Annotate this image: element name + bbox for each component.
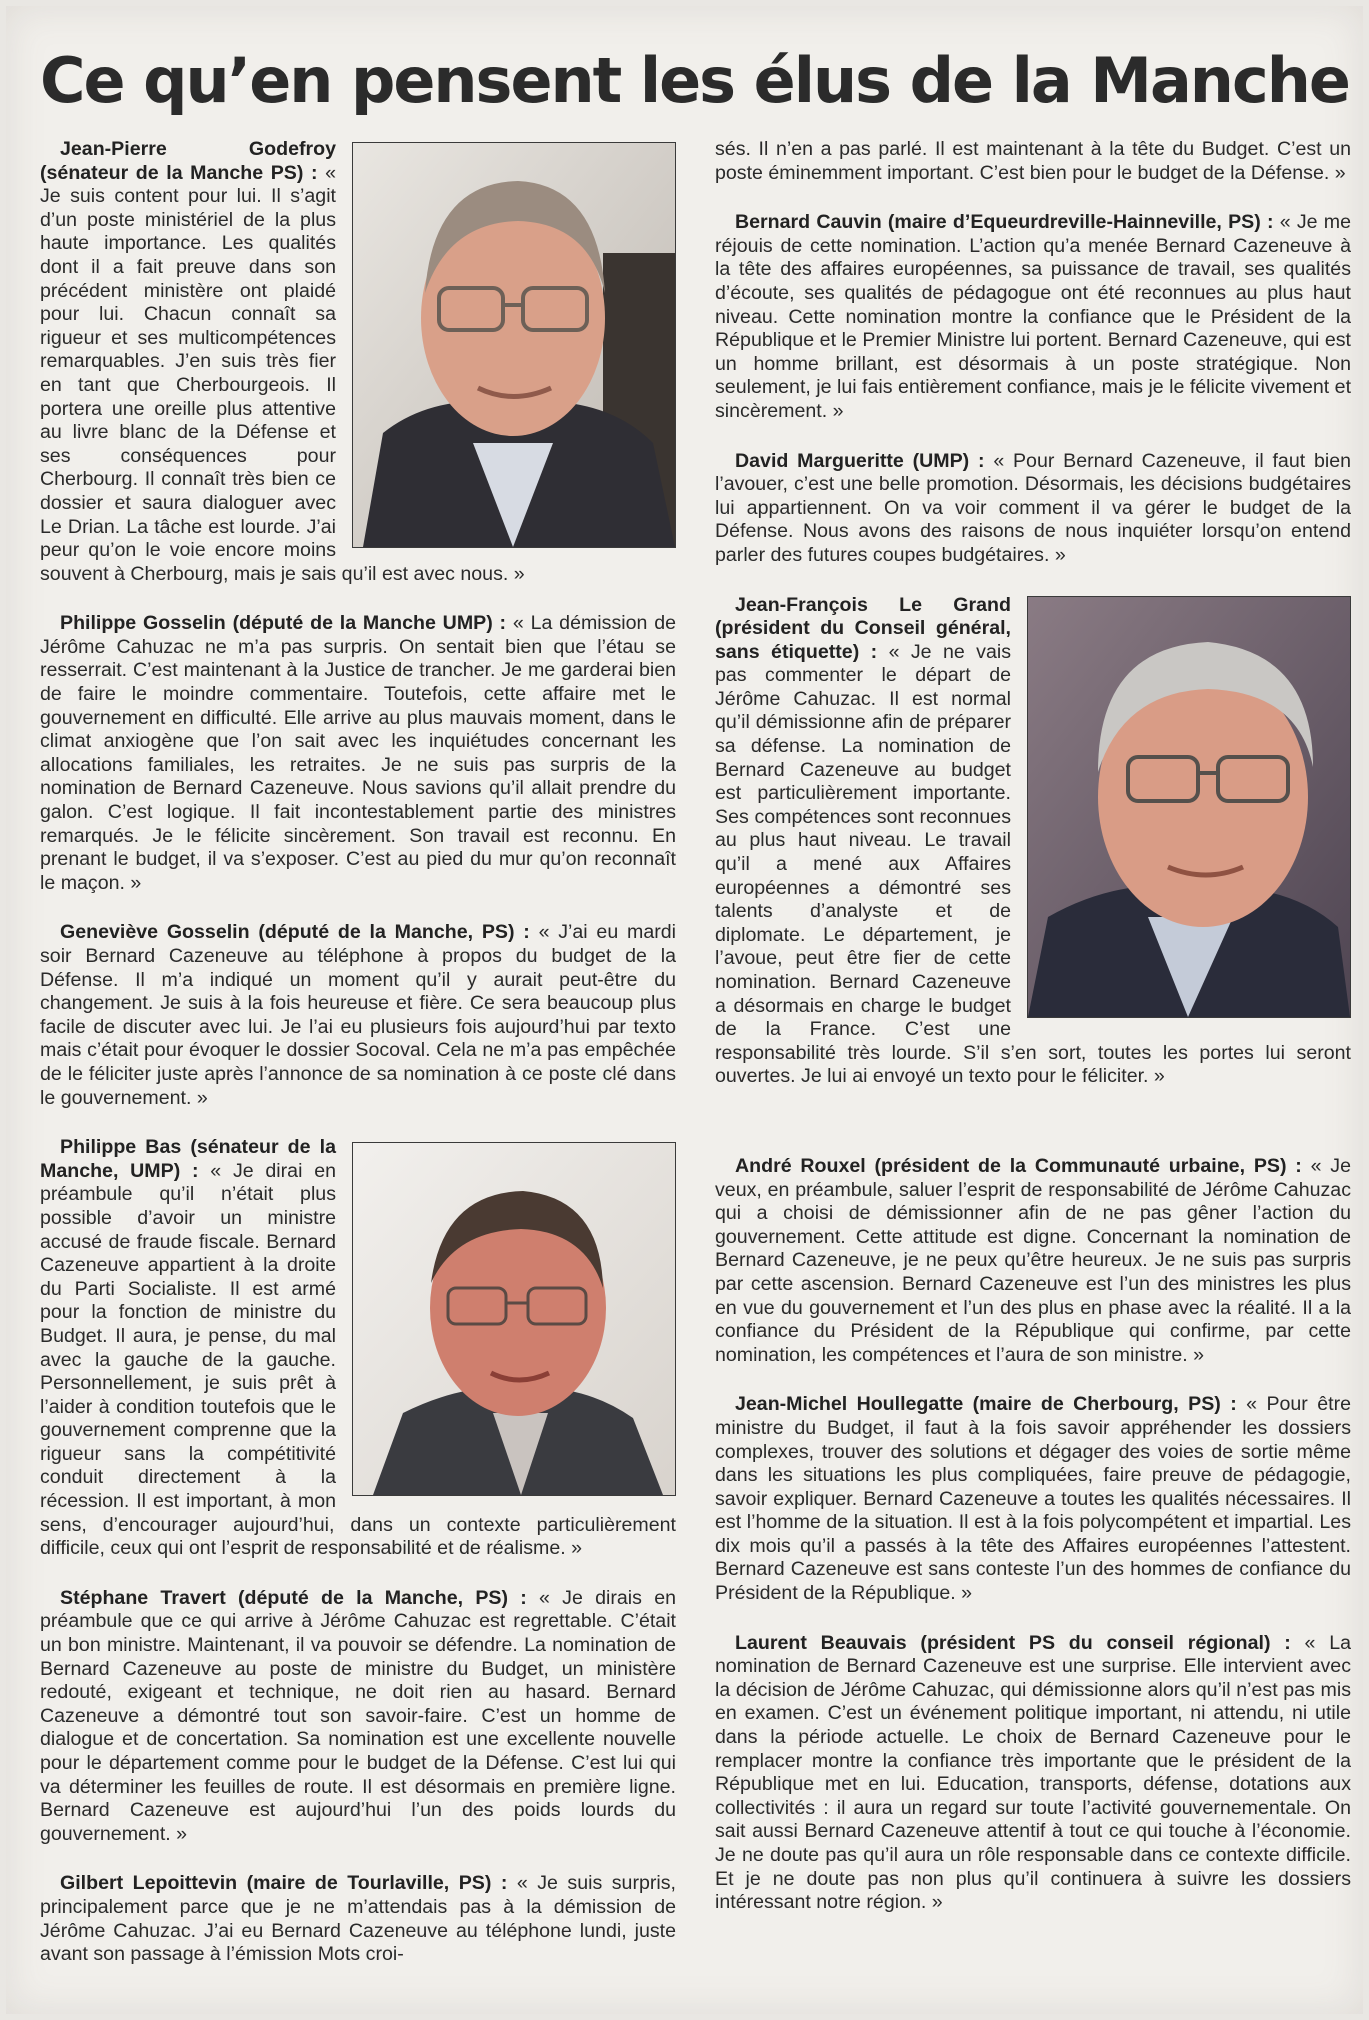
quote-text: « Je veux, en préambule, saluer l’esprit de responsabilité de Jérôme Cahuzac qui a choisi de démissionner afin de ne pas gêner l’action du gouvernement. Cette attitude est digne. Concernant la nomination de Bernard Cazeneuve, je ne peux qu’être heureux. Je ne suis pas surpris par cette ascension. Bernard Cazeneuve est l’un des ministres les plus en vue du gouvernement et l’un des plus en phase avec la réalité. Il a la confiance du Président de la République qui confirme, par cette nomination, les compétences et l’aura de son ministre. » <box>715 1154 1351 1366</box>
quote-paragraph <box>40 1587 676 1847</box>
right-column <box>715 138 1351 2008</box>
speaker-name: Jean-Michel Houllegatte (maire de Cherbourg, PS) : <box>735 1393 1237 1416</box>
quote-paragraph <box>715 1393 1351 1605</box>
quote-text: « J’ai eu mardi soir Bernard Cazeneuve au téléphone à propos du budget de la Défense. Il m’a indiqué un moment qu’il y aurait peut-être du changement. Je suis à la fois heureuse et fière. Ce sera beaucoup plus facile de discuter avec lui. Je l’ai eu plusieurs fois aujourd’hui par texto mais c’était pour évoquer le dossier Socoval. Cela ne m’a pas empêchée de le féliciter juste après l’annonce de sa nomination à ce poste clé dans le gouvernement. » <box>40 921 676 1109</box>
left-column <box>40 138 676 2008</box>
speaker-name: Jean-Pierre Godefroy (sénateur de la Manche PS) : <box>40 138 336 184</box>
quote-continuation <box>715 138 1351 185</box>
quote-paragraph <box>715 211 1351 423</box>
headline: Ce qu’en pensent les élus de la Manche <box>40 44 1349 117</box>
portrait-photo-icon <box>353 143 675 547</box>
quote-text: « Pour Bernard Cazeneuve, il faut bien l’avouer, c’est une belle promotion. Désormais, les décisions budgétaires lui appartiennent. On va voir comment il va gérer le budget de la Défense. Nous avons des raisons de nous inquiéter lorsqu’on entend parler des futures coupes budgétaires. » <box>715 449 1351 566</box>
quote-text: « Je dirai en préambule qu’il n’était plus possible d’avoir un ministre accusé de fraude fiscale. Bernard Cazeneuve appartient à la droite du Parti Socialiste. Il est armé pour la fonction de ministre du Budget. Il aura, je pense, du mal avec la gauche de la gauche. Personnellement, je suis prêt à l’aider à condition toutefois que le gouvernement comprenne que la rigueur sans la compétitivité conduit directement à la récession. Il est important, à mon sens, d’encourager aujourd’hui, dans un contexte particulièrement difficile, ceux qui ont l’esprit de responsabilité et de réalisme. » <box>40 1159 676 1560</box>
speaker-name: David Margueritte (UMP) : <box>735 449 985 472</box>
quote-text: « La nomination de Bernard Cazeneuve est une surprise. Elle intervient avec la décision de Jérôme Cahuzac, qui démissionne alors qu’il n’est pas mis en examen. C’est un événement politique important, ni attendu, ni utile dans la période actuelle. Le choix de Bernard Cazeneuve pour le remplacer montre la confiance très importante que le président de la République met en lui. Education, transports, défense, dotations aux collectivités : il aura un regard sur toute l’activité gouvernementale. On sait aussi Bernard Cazeneuve attentif à tout ce qui touche à l’économie. Je ne doute pas qu’il aura un rôle responsable dans ce contexte difficile. Et je ne doute pas non plus qu’il continuera à suivre les dossiers intéressant notre région. » <box>715 1631 1351 1914</box>
speaker-name: Bernard Cauvin (maire d’Equeurdreville-Hainneville, PS) : <box>735 211 1274 234</box>
quote-paragraph <box>40 921 676 1110</box>
quote-text: « Je suis content pour lui. Il s’agit d’un poste ministériel de la plus haute importance. Les qualités dont il a fait preuve dans son précédent ministère ont plaidé pour lui. Chacun connaît sa rigueur et ses multicompétences remarquables. J’en suis très fier en tant que Cherbourgeois. Il portera une oreille plus attentive au livre blanc de la Défense et ses conséquences pour Cherbourg. Il connaît très bien ce dossier et saura dialoguer avec Le Drian. La tâche est lourde. J’ai peur qu’on le voie encore moins souvent à Cherbourg, mais je sais qu’il est avec nous. » <box>40 161 525 585</box>
portrait-photo-legrand <box>1027 596 1351 1018</box>
speaker-name: Philippe Bas (sénateur de la Manche, UMP) : <box>40 1136 336 1182</box>
portrait-photo-godefroy <box>352 142 676 548</box>
portrait-photo-icon <box>1028 597 1350 1017</box>
speaker-name: André Rouxel (président de la Communauté urbaine, PS) : <box>735 1154 1302 1177</box>
quote-paragraph <box>40 1872 676 1966</box>
quote-paragraph <box>715 450 1351 568</box>
quote-text: « La démission de Jérôme Cahuzac ne m’a pas surpris. On sentait bien que l’étau se resserrait. C’est maintenant à la Justice de trancher. Je me garderai bien de faire le moindre commentaire. Toutefois, cette affaire met le gouvernement en difficulté. Elle arrive au plus mauvais moment, dans le climat anxiogène que l’on sait avec les inquiétudes concernant les allocations familiales, les retraites. Je ne suis pas surpris de la nomination de Bernard Cazeneuve. Nous savions qu’il allait prendre du galon. C’est logique. Il fait incontestablement partie des ministres remarqués. Je le félicite sincèrement. Son travail est reconnu. En prenant le budget, il va s’exposer. C’est au pied du mur qu’on reconnaît le maçon. » <box>40 612 676 894</box>
portrait-photo-icon <box>353 1143 675 1495</box>
speaker-name: Laurent Beauvais (président PS du conseil régional) : <box>735 1631 1291 1654</box>
quote-text: « Je ne vais pas commenter le départ de Jérôme Cahuzac. Il est normal qu’il démissionne afin de préparer sa défense. La nomination de Bernard Cazeneuve au budget est particulièrement importante. Ses compétences sont reconnues au plus haut niveau. Le travail qu’il a mené aux Affaires européennes a démontré ses talents d’analyste et de diplomate. Le département, je l’avoue, peut être fier de cette nomination. Bernard Cazeneuve a désormais en charge le budget de la France. C’est une responsabilité très lourde. S’il s’en sort, toutes les portes lui seront ouvertes. Je lui ai envoyé un texto pour le féliciter. » <box>715 640 1351 1088</box>
speaker-name: Gilbert Lepoittevin (maire de Tourlaville, PS) : <box>60 1872 508 1895</box>
quote-text: « Pour être ministre du Budget, il faut à la fois savoir appréhender les dossiers complexes, trouver des solutions et dégager des voies de sortie même dans les situations les plus compliquées, faire preuve de pédagogie, savoir expliquer. Bernard Cazeneuve a toutes les qualités nécessaires. Il est l’homme de la situation. Il est à la fois polycompétent et impartial. Les dix mois qu’il a passés à la tête des Affaires européennes l’attestent. Bernard Cazeneuve est sans conteste l’un des hommes de confiance du Président de la République. » <box>715 1393 1351 1605</box>
quote-text: « Je suis surpris, principalement parce que je ne m’attendais pas à la démission de Jérôme Cahuzac. J’ai eu Bernard Cazeneuve au téléphone lundi, juste avant son passage à l’émission Mots croi- <box>40 1872 676 1966</box>
quote-paragraph <box>715 1632 1351 1915</box>
newspaper-page <box>6 6 1363 2014</box>
quote-text: « Je me réjouis de cette nomination. L’action qu’a menée Bernard Cazeneuve à la tête des affaires européennes, sa puissance de travail, ses qualités d’écoute, ses qualités de pédagogue ont été reconnues au plus haut niveau. Cette nomination montre la confiance que le Président de la République et le Premier Ministre lui portent. Bernard Cazeneuve, qui est un homme brillant, est désormais à un poste stratégique. Non seulement, je lui fais entièrement confiance, mais je le félicite vivement et sincèrement. » <box>715 211 1351 422</box>
spacer <box>715 1115 1351 1155</box>
speaker-name: Jean-François Le Grand (président du Conseil général, sans étiquette) : <box>715 593 1011 663</box>
quote-text: sés. Il n’en a pas parlé. Il est maintenant à la tête du Budget. C’est un poste éminemment important. C’est bien pour le budget de la Défense. » <box>715 138 1351 184</box>
speaker-name: Philippe Gosselin (député de la Manche UMP) : <box>60 612 507 635</box>
quote-paragraph <box>715 1155 1351 1367</box>
portrait-photo-bas <box>352 1142 676 1496</box>
speaker-name: Stéphane Travert (député de la Manche, PS) : <box>60 1586 527 1609</box>
quote-text: « Je dirais en préambule que ce qui arrive à Jérôme Cahuzac est regrettable. C’était un bon ministre. Maintenant, il va pouvoir se défendre. La nomination de Bernard Cazeneuve au poste de ministre du Budget, un ministère redouté, exigeant et technique, ne doit rien au hasard. Bernard Cazeneuve a démontré tout son savoir-faire. C’est un homme de dialogue et de concertation. Sa nomination est une excellente nouvelle pour le département comme pour le budget de la Défense. C’est lui qui va déterminer les feuilles de route. Il est désormais en première ligne. Bernard Cazeneuve est aujourd’hui l’un des poids lourds du gouvernement. » <box>40 1586 676 1845</box>
speaker-name: Geneviève Gosselin (député de la Manche, PS) : <box>60 921 530 944</box>
quote-paragraph <box>40 612 676 895</box>
